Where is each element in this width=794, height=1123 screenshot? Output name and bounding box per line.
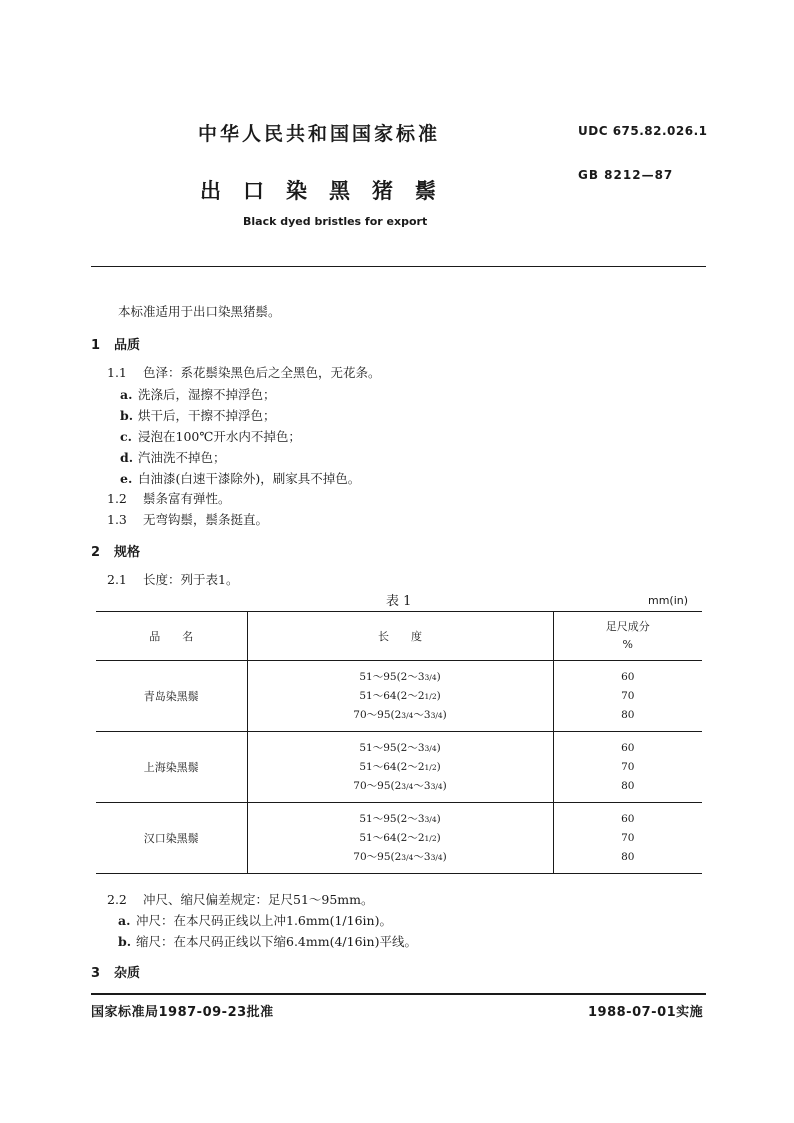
percentage-value: 60	[621, 670, 635, 683]
gb-code: GB 8212—87	[578, 168, 674, 182]
clause-text: 烘干后，干擦不掉浮色；	[138, 408, 276, 423]
clause-text: 白油漆(白速干漆除外)，刷家具不掉色。	[138, 471, 361, 486]
section-heading-2	[91, 541, 140, 560]
length-range: 51～64(2～21/2)	[359, 760, 441, 773]
cell-percentages	[553, 803, 702, 874]
clause-2-2-b	[118, 932, 417, 950]
clause-text: 浸泡在100℃开水内不掉色；	[138, 429, 301, 444]
cell-product-name: 青岛染黑鬃	[96, 661, 247, 732]
percentage-value: 60	[621, 812, 635, 825]
cell-percentages	[553, 732, 702, 803]
clause-letter: d.	[120, 450, 134, 465]
percentage-value: 70	[621, 760, 635, 773]
header-length: 长 度	[247, 612, 553, 661]
section-heading-1	[91, 334, 140, 353]
section-title: 杂质	[114, 966, 141, 981]
section-heading-3	[91, 962, 140, 981]
clause-letter: a.	[120, 387, 133, 402]
clause-number: 1.2	[107, 491, 127, 506]
clause-text: 色泽：系花鬃染黑色后之全黑色，无花条。	[143, 365, 381, 380]
table-row	[96, 732, 702, 803]
table-unit: mm(in)	[648, 594, 689, 607]
standard-title: 中华人民共和国国家标准	[198, 123, 441, 145]
clause-text: 鬃条富有弹性。	[143, 491, 231, 506]
clause-letter: e.	[120, 471, 133, 486]
cell-lengths	[247, 732, 553, 803]
clause-number: 1.1	[107, 365, 127, 380]
length-range: 70～95(23/4～33/4)	[353, 779, 447, 792]
clause-1-1-a	[120, 385, 276, 403]
clause-1-1	[107, 363, 381, 381]
clause-text: 缩尺：在本尺码正线以下缩6.4mm(4/16in)平线。	[136, 934, 417, 949]
length-range: 51～64(2～21/2)	[359, 831, 441, 844]
length-range: 51～64(2～21/2)	[359, 689, 441, 702]
clause-letter: c.	[120, 429, 132, 444]
document-title-english: Black dyed bristles for export	[243, 215, 428, 228]
clause-text: 无弯钩鬃，鬃条挺直。	[143, 512, 269, 527]
clause-letter: b.	[120, 408, 134, 423]
percentage-value: 60	[621, 741, 635, 754]
clause-text: 长度：列于表1。	[143, 572, 239, 587]
cell-product-name: 汉口染黑鬃	[96, 803, 247, 874]
clause-text: 洗涤后，湿擦不掉浮色；	[138, 387, 276, 402]
clause-1-1-b	[120, 406, 276, 424]
section-number: 2	[91, 545, 101, 560]
section-number: 1	[91, 338, 101, 353]
table-header-row	[96, 612, 702, 661]
clause-1-1-d	[120, 448, 226, 466]
cell-lengths	[247, 661, 553, 732]
clause-1-2	[107, 489, 231, 507]
percentage-value: 80	[621, 850, 635, 863]
cell-lengths	[247, 803, 553, 874]
clause-text: 冲尺、缩尺偏差规定：足尺51～95mm。	[143, 892, 374, 907]
clause-number: 2.1	[107, 572, 127, 587]
document-title: 出口染黑猪鬃	[200, 179, 458, 203]
approval-date: 国家标准局1987-09-23批准	[91, 1005, 274, 1020]
clause-letter: a.	[118, 913, 131, 928]
clause-2-2	[107, 890, 374, 908]
length-range: 51～95(2～33/4)	[359, 741, 441, 754]
cell-product-name: 上海染黑鬃	[96, 732, 247, 803]
clause-number: 2.2	[107, 892, 127, 907]
header-percentage-line2: %	[622, 638, 633, 651]
length-range: 70～95(23/4～33/4)	[353, 708, 447, 721]
clause-number: 1.3	[107, 512, 127, 527]
clause-2-1	[107, 570, 238, 588]
clause-2-2-a	[118, 911, 392, 929]
header-name: 品 名	[96, 612, 247, 661]
length-range: 70～95(23/4～33/4)	[353, 850, 447, 863]
length-range: 51～95(2～33/4)	[359, 670, 441, 683]
clause-letter: b.	[118, 934, 132, 949]
section-title: 品质	[114, 338, 141, 353]
section-number: 3	[91, 966, 101, 981]
clause-1-1-e	[120, 469, 360, 487]
header-percentage	[553, 612, 702, 661]
header-percentage-line1: 足尺成分	[605, 620, 650, 633]
clause-1-3	[107, 510, 268, 528]
clause-1-1-c	[120, 427, 301, 445]
section-title: 规格	[114, 545, 141, 560]
effective-date: 1988-07-01实施	[588, 1005, 704, 1020]
percentage-value: 70	[621, 831, 635, 844]
cell-percentages	[553, 661, 702, 732]
percentage-value: 70	[621, 689, 635, 702]
table-caption: 表 1	[386, 594, 412, 609]
table-row	[96, 803, 702, 874]
length-range: 51～95(2～33/4)	[359, 812, 441, 825]
table-row	[96, 661, 702, 732]
percentage-value: 80	[621, 708, 635, 721]
intro-paragraph: 本标准适用于出口染黑猪鬃。	[118, 304, 281, 319]
udc-code: UDC 675.82.026.1	[578, 124, 708, 138]
header-divider	[91, 266, 706, 267]
percentage-value: 80	[621, 779, 635, 792]
footer-divider	[91, 993, 706, 995]
specification-table	[96, 611, 702, 874]
clause-text: 冲尺：在本尺码正线以上冲1.6mm(1/16in)。	[136, 913, 392, 928]
clause-text: 汽油洗不掉色；	[138, 450, 226, 465]
